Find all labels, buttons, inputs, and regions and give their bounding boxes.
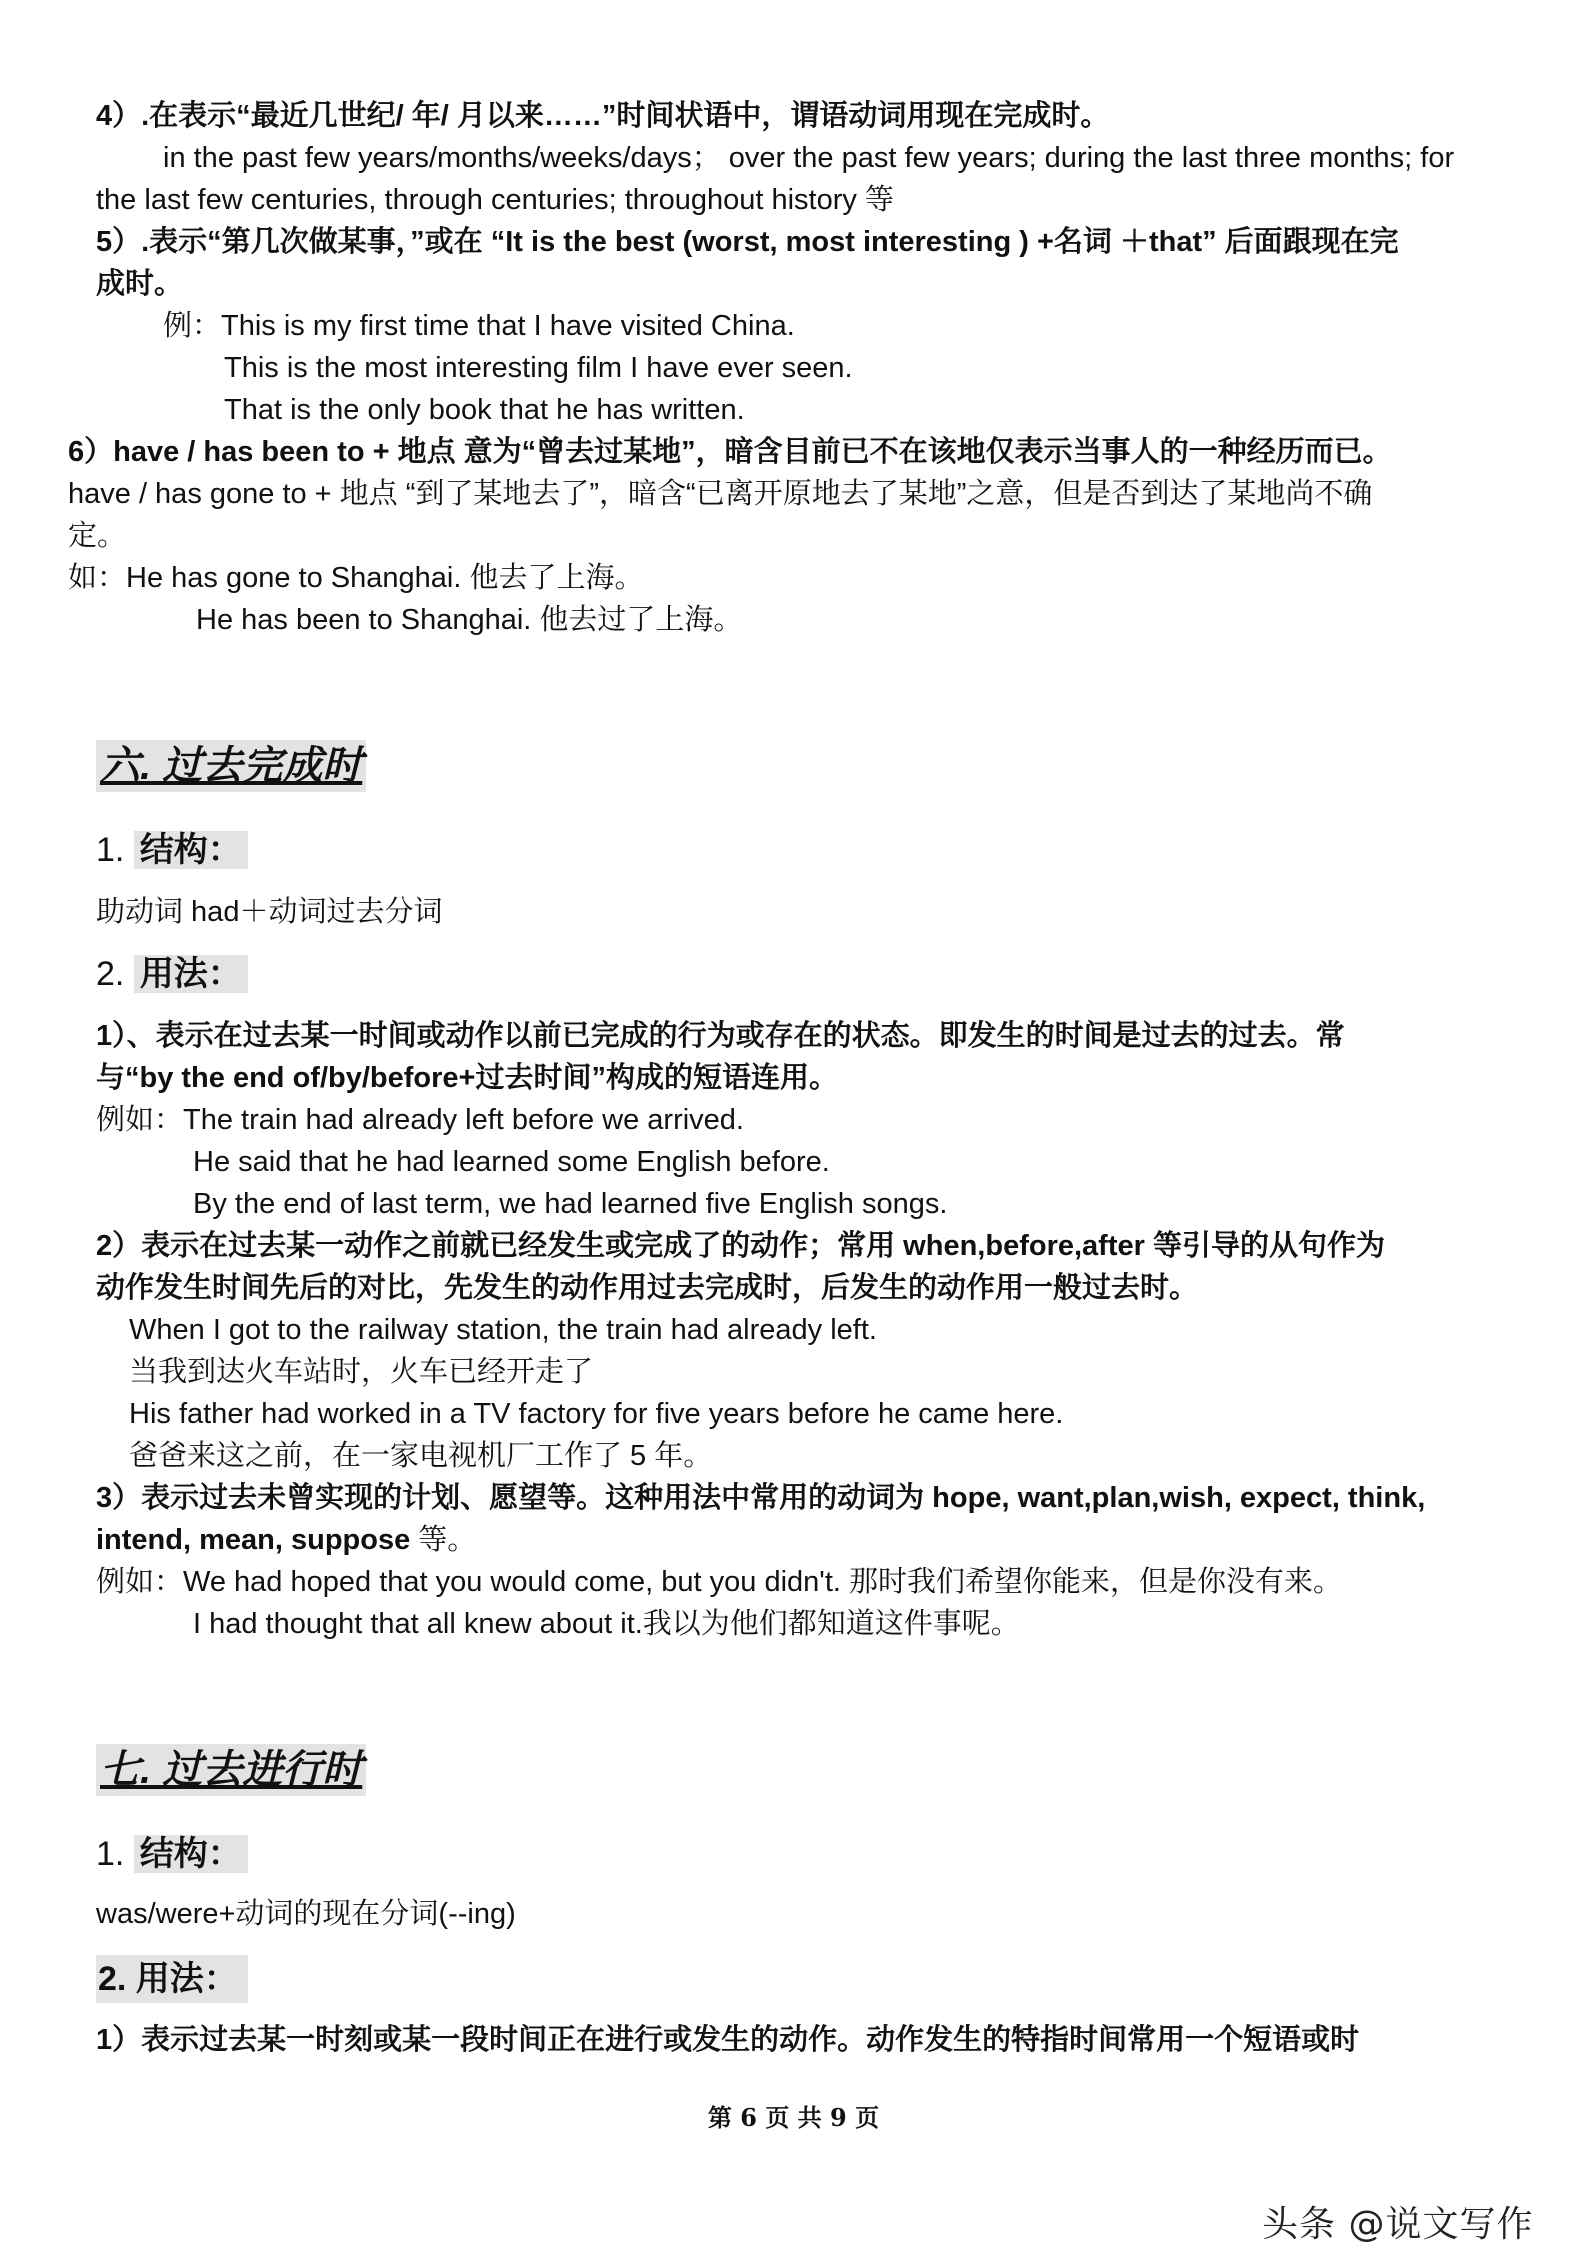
s6-item3-line1: 3）表示过去未曾实现的计划、愿望等。这种用法中常用的动词为 hope, want,plan,wish, expect, think, xyxy=(96,1482,1426,1514)
s6-item1-example-row-1 xyxy=(96,1100,1507,1141)
item6-example-row-1 xyxy=(68,558,1507,599)
example-sentence: The train had already left before we arrived. xyxy=(183,1104,744,1136)
item6-heading: 6）have / has been to + 地点 意为“曾去过某地”，暗含目前已不在该地仅表示当事人的一种经历而已。 xyxy=(68,436,1392,468)
heading-label: 结构： xyxy=(134,831,248,869)
s6-item2-line1: 2）表示在过去某一动作之前就已经发生或完成了的动作；常用 when,before,after 等引导的从句作为 xyxy=(96,1230,1385,1262)
s6-item1-line1: 1）、表示在过去某一时间或动作以前已完成的行为或存在的状态。即发生的时间是过去的过去。常 xyxy=(96,1020,1345,1052)
heading-number: 2. xyxy=(96,955,125,993)
item5-heading-cont: 成时。 xyxy=(96,268,184,300)
item6-line3: 定。 xyxy=(68,520,127,552)
section-7-title: 七. 过去进行时 xyxy=(96,1744,366,1796)
heading-label: 结构： xyxy=(134,1835,248,1873)
s6-item2-line2: 动作发生时间先后的对比，先发生的动作用过去完成时，后发生的动作用一般过去时。 xyxy=(96,1272,1199,1304)
item5-example-3: That is the only book that he has written. xyxy=(224,394,745,426)
s7-item1-line1: 1）表示过去某一时刻或某一段时间正在进行或发生的动作。动作发生的特指时间常用一个短语或时 xyxy=(96,2024,1360,2056)
s6-item1-example-2: He said that he had learned some English before. xyxy=(193,1146,830,1178)
section-6-usage-heading xyxy=(96,950,248,998)
s6-item3-example-2: I had thought that all knew about it.我以为他们都知道这件事呢。 xyxy=(193,1608,1020,1640)
heading-label: 用法： xyxy=(134,955,248,993)
heading-number: 1. xyxy=(96,1835,125,1873)
section-6-title: 六. 过去完成时 xyxy=(96,740,366,792)
s6-item2-example1-zh: 当我到达火车站时，火车已经开走了 xyxy=(129,1356,594,1388)
s6-item3-example-row-1 xyxy=(96,1562,1507,1603)
watermark-text: 头条 @说文写作 xyxy=(1262,2204,1534,2245)
heading-number: 1. xyxy=(96,831,125,869)
section-7-structure-heading xyxy=(96,1830,248,1878)
section-7-structure-text: was/were+动词的现在分词(--ing) xyxy=(96,1898,516,1930)
item6-example-2: He has been to Shanghai. 他去过了上海。 xyxy=(196,604,743,636)
s6-item2-example2-en: His father had worked in a TV factory for five years before he came here. xyxy=(129,1398,1064,1430)
line-suffix: 等。 xyxy=(410,1524,477,1556)
verb-list: intend, mean, suppose xyxy=(96,1524,411,1556)
example-label: 例如： xyxy=(96,1104,184,1136)
s6-item1-line2: 与“by the end of/by/before+过去时间”构成的短语连用。 xyxy=(96,1062,838,1094)
example-sentence: This is my first time that I have visited China. xyxy=(221,310,795,342)
example-label: 例如： xyxy=(96,1566,184,1598)
s6-item1-example-3: By the end of last term, we had learned five English songs. xyxy=(193,1188,948,1220)
item5-example-2: This is the most interesting film I have ever seen. xyxy=(224,352,853,384)
item5-heading: 5）.表示“第几次做某事，”或在 “It is the best (worst, most interesting ) +名词 ＋that” 后面跟现在完 xyxy=(96,226,1399,258)
example-label: 如： xyxy=(68,562,127,594)
section-6-structure-heading xyxy=(96,826,248,874)
s6-item3-line2 xyxy=(96,1520,1507,1561)
example-sentence: He has gone to Shanghai. 他去了上海。 xyxy=(126,562,644,594)
example-sentence: We had hoped that you would come, but you didn't. 那时我们希望你能来，但是你没有来。 xyxy=(183,1566,1343,1598)
section-6-structure-text: 助动词 had＋动词过去分词 xyxy=(96,896,443,928)
s6-item2-example2-zh: 爸爸来这之前，在一家电视机厂工作了 5 年。 xyxy=(129,1440,713,1472)
example-label: 例： xyxy=(163,310,222,342)
item4-heading: 4）.在表示“最近几世纪/ 年/ 月以来……”时间状语中，谓语动词用现在完成时。 xyxy=(96,100,1110,132)
item4-line2: the last few centuries, through centuries; throughout history 等 xyxy=(96,184,894,216)
s6-item2-example1-en: When I got to the railway station, the train had already left. xyxy=(129,1314,877,1346)
item5-example-row-1 xyxy=(163,306,1507,347)
item4-line1: in the past few years/months/weeks/days； over the past few years; during the last three months; for xyxy=(163,142,1455,174)
page-footer: 第 6 页 共 9 页 xyxy=(707,2103,880,2132)
item6-line2: have / has gone to + 地点 “到了某地去了”，暗含“已离开原地去了某地”之意，但是否到达了某地尚不确 xyxy=(68,478,1373,510)
section-7-usage-heading: 2. 用法： xyxy=(96,1955,248,2003)
